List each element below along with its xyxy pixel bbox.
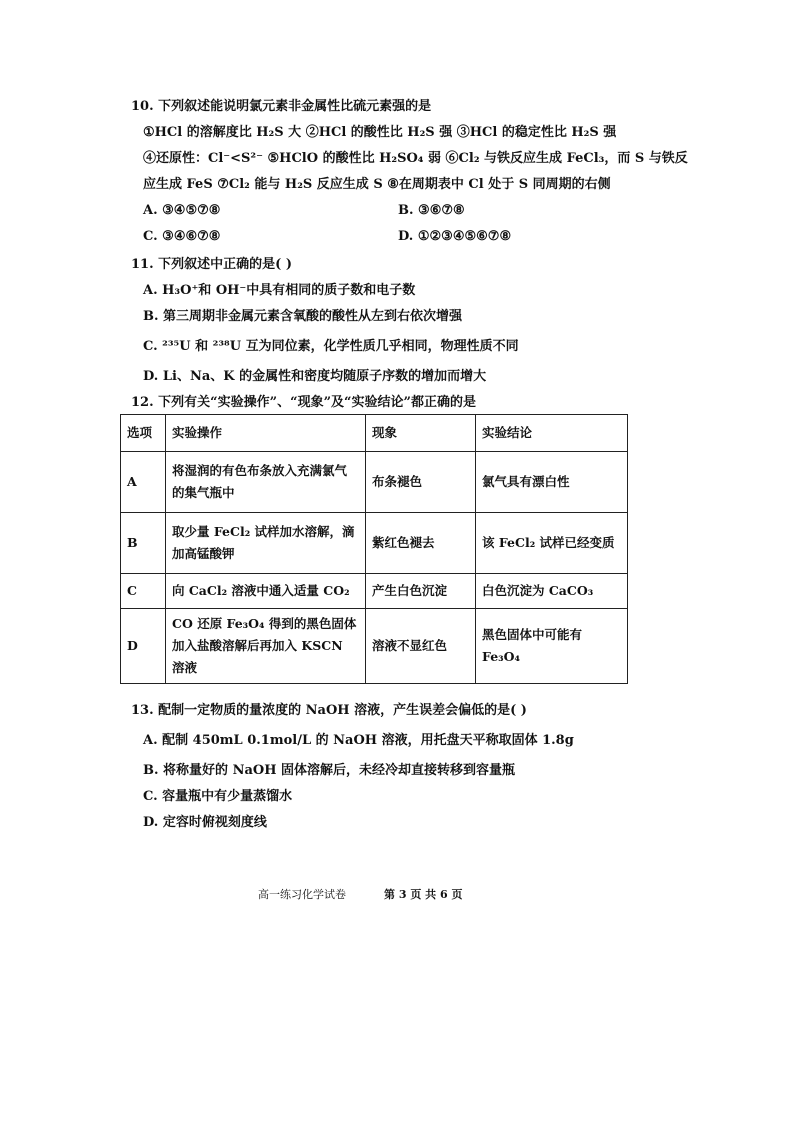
table-header-row [121,415,628,452]
question-13-option-a: A. 配制 450mL 0.1mol/L 的 NaOH 溶液，用托盘天平称取固体 1.8g [143,733,574,748]
table-row [121,574,628,609]
question-10-option-d: D. ①②③④⑤⑥⑦⑧ [398,229,512,244]
question-11-stem: 11. 下列叙述中正确的是( ) [131,257,292,272]
row-b-conclusion: 该 FeCl₂ 试样已经变质 [476,513,628,574]
footer-page-number: 第 3 页 共 6 页 [384,888,463,901]
row-d-option: D [121,609,166,684]
table-row [121,513,628,574]
question-10-statement-line-2: ④还原性：Cl⁻<S²⁻ ⑤HClO 的酸性比 H₂SO₄ 弱 ⑥Cl₂ 与铁反应生成 FeCl₃，而 S 与铁反 [143,151,688,166]
question-11-option-a: A. H₃O⁺和 OH⁻中具有相同的质子数和电子数 [143,283,416,298]
row-b-operation: 取少量 FeCl₂ 试样加水溶解，滴加高锰酸钾 [166,513,366,574]
question-13-option-c: C. 容量瓶中有少量蒸馏水 [143,789,293,804]
row-b-phenomenon: 紫红色褪去 [366,513,476,574]
question-10-statement-line-3: 应生成 FeS ⑦Cl₂ 能与 H₂S 反应生成 S ⑧在周期表中 Cl 处于 S 同周期的右侧 [143,177,611,192]
row-a-phenomenon: 布条褪色 [366,452,476,513]
row-b-option: B [121,513,166,574]
question-10-option-b: B. ③⑥⑦⑧ [398,203,465,218]
question-10-statement-line-1: ①HCl 的溶解度比 H₂S 大 ②HCl 的酸性比 H₂S 强 ③HCl 的稳定性比 H₂S 强 [143,125,617,140]
question-10-stem: 10. 下列叙述能说明氯元素非金属性比硫元素强的是 [131,99,432,114]
question-11-option-d: D. Li、Na、K 的金属性和密度均随原子序数的增加而增大 [143,369,487,384]
footer-exam-title: 高一练习化学试卷 [258,888,346,901]
row-d-operation: CO 还原 Fe₃O₄ 得到的黑色固体加入盐酸溶解后再加入 KSCN 溶液 [166,609,366,684]
row-c-operation: 向 CaCl₂ 溶液中通入适量 CO₂ [166,574,366,609]
row-d-phenomenon: 溶液不显红色 [366,609,476,684]
question-11-option-b: B. 第三周期非金属元素含氧酸的酸性从左到右依次增强 [143,309,463,324]
row-d-conclusion: 黑色固体中可能有 Fe₃O₄ [476,609,628,684]
row-c-conclusion: 白色沉淀为 CaCO₃ [476,574,628,609]
question-13-stem: 13. 配制一定物质的量浓度的 NaOH 溶液，产生误差会偏低的是( ) [131,703,527,718]
row-a-operation: 将湿润的有色布条放入充满氯气的集气瓶中 [166,452,366,513]
header-phenomenon: 现象 [366,415,476,452]
table-row [121,609,628,684]
header-operation: 实验操作 [166,415,366,452]
question-12-stem: 12. 下列有关“实验操作”、“现象”及“实验结论”都正确的是 [131,395,477,410]
question-10-option-a: A. ③④⑤⑦⑧ [143,203,221,218]
header-conclusion: 实验结论 [476,415,628,452]
question-10-option-c: C. ③④⑥⑦⑧ [143,229,221,244]
header-option: 选项 [121,415,166,452]
question-11-option-c: C. ²³⁵U 和 ²³⁸U 互为同位素，化学性质几乎相同，物理性质不同 [143,339,519,354]
row-a-conclusion: 氯气具有漂白性 [476,452,628,513]
question-13-option-d: D. 定容时俯视刻度线 [143,815,267,830]
row-c-option: C [121,574,166,609]
question-13-option-b: B. 将称量好的 NaOH 固体溶解后，未经冷却直接转移到容量瓶 [143,763,516,778]
experiment-table [120,414,628,684]
row-c-phenomenon: 产生白色沉淀 [366,574,476,609]
table-row [121,452,628,513]
row-a-option: A [121,452,166,513]
